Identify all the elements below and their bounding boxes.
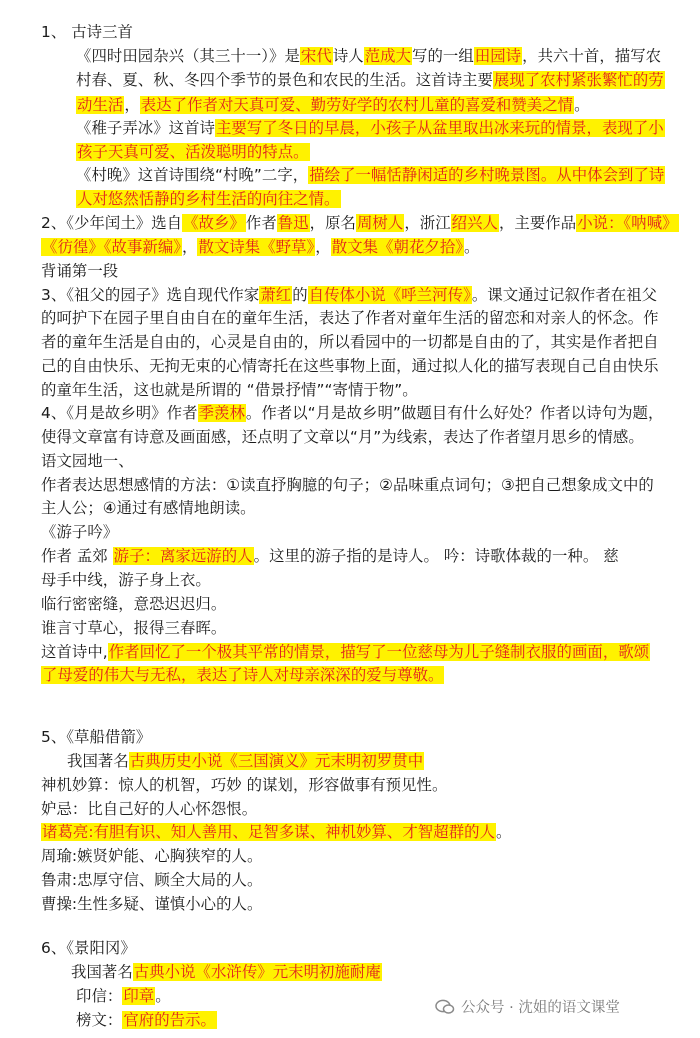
text-line xyxy=(76,94,700,116)
text-segment: 神机妙算：惊人的机智，巧妙 的谋划，形容做事有预见性。 xyxy=(41,776,448,794)
text-segment: 。课文通过记叙作者在祖父 xyxy=(471,286,658,304)
text-segment: 《稚子弄冰》这首诗 xyxy=(76,119,215,137)
text-line xyxy=(41,212,700,234)
text-segment: ， xyxy=(315,238,331,256)
text-line xyxy=(76,45,700,67)
text-line xyxy=(41,450,700,472)
text-line xyxy=(41,726,700,748)
highlighted-text: 宋代 xyxy=(300,47,332,65)
wechat-official-account-icon xyxy=(435,999,455,1015)
text-segment: 作者 xyxy=(245,214,277,232)
text-segment: 主人公；④通过有感情地朗读。 xyxy=(41,499,256,517)
text-line xyxy=(41,869,700,891)
text-line xyxy=(41,664,700,686)
highlighted-text: 表达了作者对天真可爱、勤劳好学的农村儿童的喜爱和赞美之情 xyxy=(140,96,574,114)
text-segment: 的童年生活，这也就是所谓的 “借景抒情”“寄情于物”。 xyxy=(41,381,418,399)
text-segment: 村春、夏、秋、冬四个季节的景色和农民的生活。这首诗主要 xyxy=(76,71,493,89)
highlighted-text: 《彷徨》《故事新编》 xyxy=(42,238,182,256)
highlighted-text: 散文集《朝花夕拾》 xyxy=(331,238,464,256)
highlighted-text: 萧红 xyxy=(260,286,292,304)
text-line xyxy=(76,69,700,91)
text-line xyxy=(41,260,700,282)
highlighted-text: 游子：离家远游的人 xyxy=(113,547,253,565)
text-segment: 我国著名 xyxy=(71,963,133,981)
text-line xyxy=(76,117,700,139)
highlighted-text: 《故乡》 xyxy=(183,214,245,232)
text-line xyxy=(41,617,700,639)
text-segment: 。 xyxy=(574,96,590,114)
text-segment: 妒忌：比自己好的人心怀怨恨。 xyxy=(41,800,258,818)
text-segment: 《村晚》这首诗围绕“村晚”二字， xyxy=(76,166,309,184)
text-line xyxy=(41,331,700,353)
text-segment: 这首诗中, xyxy=(41,643,108,661)
highlighted-text: 自传体小说《呼兰河传》 xyxy=(308,286,471,304)
text-segment: 己的自由快乐、无拘无束的心情寄托在这些事物上面，通过拟人化的描写表现自己自由快乐 xyxy=(41,357,659,375)
text-line xyxy=(71,961,700,983)
text-line xyxy=(41,821,700,843)
highlighted-text: 绍兴人 xyxy=(451,214,498,232)
text-segment: 我国著名 xyxy=(67,752,129,770)
highlighted-text: 了母爱的伟大与无私，表达了诗人对母亲深深的爱与尊敬。 xyxy=(42,666,444,684)
highlighted-text: 诸葛亮:有胆有识、知人善用、足智多谋、神机妙算、才智超群的人 xyxy=(42,823,496,841)
text-segment: 作者表达思想感情的方法：①读直抒胸臆的句子；②品味重点词句；③把自己想象成文中的 xyxy=(41,476,654,494)
text-segment: 者的童年生活是自由的，心灵是自由的，所以看园中的一切都是自由的了，其实是作者把自 xyxy=(41,333,659,351)
highlighted-text: 人对悠然恬静的乡村生活的向往之情。 xyxy=(77,190,340,208)
highlighted-text: 田园诗 xyxy=(474,47,522,65)
highlighted-text: 古典小说《水浒传》元末明初施耐庵 xyxy=(133,963,381,981)
highlighted-text: 印章 xyxy=(123,987,155,1005)
text-line xyxy=(41,236,700,258)
watermark xyxy=(435,996,620,1017)
text-segment: 。 xyxy=(155,987,171,1005)
text-segment: ，原名 xyxy=(309,214,356,232)
text-segment: 母手中线，游子身上衣。 xyxy=(41,571,211,589)
text-segment: 背诵第一段 xyxy=(41,262,119,280)
text-segment: 。 xyxy=(464,238,480,256)
text-segment: 鲁肃:忠厚守信、顾全大局的人。 xyxy=(41,871,263,889)
text-line xyxy=(41,593,700,615)
highlighted-text: 季羡林 xyxy=(198,404,245,422)
text-segment: ，共六十首，描写农 xyxy=(522,47,662,65)
highlighted-text: 散文诗集《野草》 xyxy=(198,238,315,256)
text-segment: 作者 孟郊 xyxy=(41,547,113,565)
text-line xyxy=(76,141,700,163)
text-segment: 语文园地一、 xyxy=(41,452,134,470)
text-segment: 谁言寸草心，报得三春晖。 xyxy=(41,619,227,637)
highlighted-text: 古典历史小说《三国演义》元末明初罗贯中 xyxy=(129,752,424,770)
text-line xyxy=(41,284,700,306)
text-line xyxy=(76,164,700,186)
text-line xyxy=(41,426,700,448)
text-segment: 。这里的游子指的是诗人。 吟：诗歌体裁的一种。 慈 xyxy=(253,547,619,565)
text-line xyxy=(41,307,700,329)
text-segment: 榜文： xyxy=(76,1011,123,1029)
text-line xyxy=(41,937,700,959)
text-line xyxy=(41,474,700,496)
text-segment: 《四时田园杂兴（其三十一）》是 xyxy=(76,47,300,65)
text-segment: 周瑜:嫉贤妒能、心胸狭窄的人。 xyxy=(41,847,263,865)
text-segment: 的呵护下在园子里自由自在的童年生活，表达了作者对童年生活的留恋和对亲人的怀念。作 xyxy=(41,309,659,327)
text-segment: ，主要作品 xyxy=(498,214,577,232)
watermark-text: 公众号 · 沈姐的语文课堂 xyxy=(461,1000,620,1016)
text-segment: ， xyxy=(124,96,140,114)
highlighted-text: 主要写了冬日的早晨，小孩子从盆里取出冰来玩的情景，表现了小 xyxy=(215,119,664,137)
text-line xyxy=(41,379,700,401)
text-segment: 3、《祖父的园子》选自现代作家 xyxy=(41,286,260,304)
text-segment: 临行密密缝，意恐迟迟归。 xyxy=(41,595,227,613)
highlighted-text: 描绘了一幅恬静闲适的乡村晚景图。从中体会到了诗 xyxy=(309,166,665,184)
highlighted-text: 小说：《呐喊》 xyxy=(577,214,678,232)
text-segment: 4、《月是故乡明》作者 xyxy=(41,404,198,422)
text-segment: 曹操:生性多疑、谨慎小心的人。 xyxy=(41,895,263,913)
text-segment: 5、《草船借箭》 xyxy=(41,728,152,746)
highlighted-text: 孩子天真可爱、活泼聪明的特点。 xyxy=(77,143,309,161)
text-segment: 的 xyxy=(292,286,308,304)
text-line xyxy=(41,521,700,543)
text-segment: 印信： xyxy=(76,987,123,1005)
text-line xyxy=(67,750,700,772)
text-line xyxy=(41,545,700,567)
highlighted-text: 展现了农村紧张繁忙的劳 xyxy=(493,71,664,89)
text-segment: 。作者以“月是故乡明”做题目有什么好处？作者以诗句为题， xyxy=(245,404,664,422)
text-segment: 写的一组 xyxy=(412,47,474,65)
text-line xyxy=(41,497,700,519)
highlighted-text: 周树人 xyxy=(356,214,404,232)
text-line xyxy=(41,774,700,796)
text-line xyxy=(41,798,700,820)
highlighted-text: 作者回忆了一个极其平常的情景，描写了一位慈母为儿子缝制衣服的画面，歌颂 xyxy=(108,643,650,661)
text-line xyxy=(41,641,700,663)
text-line xyxy=(76,188,700,210)
text-segment: ， xyxy=(182,238,198,256)
text-segment: 2、《少年闰土》选自 xyxy=(41,214,183,232)
text-line xyxy=(41,355,700,377)
text-line xyxy=(41,893,700,915)
text-segment: 1、 古诗三首 xyxy=(41,23,133,41)
text-line xyxy=(41,845,700,867)
highlighted-text: 动生活 xyxy=(77,96,124,114)
text-line xyxy=(41,21,700,43)
text-segment: 使得文章富有诗意及画面感，还点明了文章以“月”为线索，表达了作者望月思乡的情感。 xyxy=(41,428,644,446)
text-segment: 6、《景阳冈》 xyxy=(41,939,136,957)
text-segment: 《游子吟》 xyxy=(41,523,119,541)
text-segment: 。 xyxy=(496,823,512,841)
highlighted-text: 鲁迅 xyxy=(277,214,309,232)
text-segment: ，浙江 xyxy=(404,214,451,232)
text-line xyxy=(41,402,700,424)
highlighted-text: 官府的告示。 xyxy=(123,1011,216,1029)
text-line xyxy=(41,569,700,591)
text-segment: 诗人 xyxy=(332,47,364,65)
highlighted-text: 范成大 xyxy=(364,47,412,65)
